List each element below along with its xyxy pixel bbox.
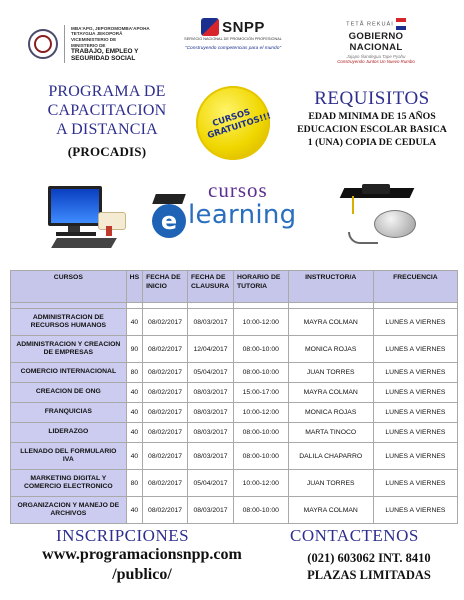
diploma-icon [98,212,126,230]
cell-curso: ORGANIZACION Y MANEJO DE ARCHIVOS [11,497,127,524]
table-row [11,403,458,423]
snpp-logo [178,18,288,68]
keyboard-icon [51,238,117,248]
cell-horario: 08:00-10:00 [233,336,288,363]
cell-frecuencia: LUNES A VIERNES [373,336,457,363]
cell-frecuencia: LUNES A VIERNES [373,443,457,470]
mtess-line: MINISTERIO DE [71,42,106,48]
cell-instructor: MARTA TINOCO [288,423,373,443]
requisitos-block [292,88,452,149]
cell-frecuencia: LUNES A VIERNES [373,309,457,336]
gobierno-logo [322,18,430,68]
table-header-row [11,271,458,303]
col-header-instructor: INSTRUCTOR/A [288,271,373,303]
cell-inicio: 08/02/2017 [143,383,188,403]
col-header-hs: HS [126,271,142,303]
national-seal-icon [28,29,58,59]
cell-clausura: 05/04/2017 [188,470,234,497]
cell-horario: 15:00-17:00 [233,383,288,403]
cell-hs: 40 [126,383,142,403]
e-letter-icon: e [152,204,186,238]
cell-hs: 40 [126,443,142,470]
cell-curso: FRANQUICIAS [11,403,127,423]
cell-curso: LLENADO DEL FORMULARIO IVA [11,443,127,470]
snpp-slogan: "Construyendo competencias para el mundo" [184,46,282,52]
cell-inicio: 08/02/2017 [143,309,188,336]
mtess-line: SEGURIDAD SOCIAL [71,55,136,63]
mtess-line: TRABAJO, EMPLEO Y [71,48,139,56]
cell-curso: LIDERAZGO [11,423,127,443]
table-row [11,336,458,363]
cell-clausura: 05/04/2017 [188,363,234,383]
cell-inicio: 08/02/2017 [143,443,188,470]
website-url[interactable] [22,545,262,585]
cell-inicio: 08/02/2017 [143,470,188,497]
cell-horario: 08:00-10:00 [233,423,288,443]
cell-frecuencia: LUNES A VIERNES [373,497,457,524]
snpp-logo-icon [201,18,219,36]
col-header-horario: HORARIO DE TUTORIA [233,271,288,303]
badge-text: CURSOS GRATUITOS!!! [206,107,273,142]
cell-frecuencia: LUNES A VIERNES [373,470,457,497]
mtess-line: TETAYGUA JEKOPORÃ [71,31,123,37]
cell-instructor: JUAN TORRES [288,363,373,383]
title-line: CAPACITACION [47,102,167,119]
table-row [11,470,458,497]
col-header-frecuencia: FRECUENCIA [373,271,457,303]
contact-info [284,550,454,584]
inscripciones-heading: INSCRIPCIONES [56,526,190,545]
cell-hs: 80 [126,363,142,383]
gobierno-main: GOBIERNO NACIONAL [348,31,404,53]
cell-hs: 80 [126,470,142,497]
mtess-logo [28,22,178,66]
table-row [11,383,458,403]
cell-inicio: 08/02/2017 [143,336,188,363]
col-header-inicio: FECHA DE INICIO [143,271,188,303]
gobierno-sub2: Construyendo Juntos Un Nuevo Rumbo [337,59,415,64]
mouse-cord [348,232,378,244]
table-row [11,309,458,336]
graduation-cap-icon [152,194,186,204]
cell-frecuencia: LUNES A VIERNES [373,383,457,403]
contactenos-heading: CONTACTENOS [290,526,419,545]
snpp-subtitle: SERVICIO NACIONAL DE PROMOCIÓN PROFESIONAL [184,37,282,41]
requisito-item: EDAD MINIMA DE 15 AÑOS [308,111,436,122]
cell-horario: 10:00-12:00 [233,403,288,423]
cell-horario: 08:00-10:00 [233,363,288,383]
cell-clausura: 08/03/2017 [188,443,234,470]
cell-hs: 90 [126,336,142,363]
cell-horario: 10:00-12:00 [233,309,288,336]
title-line: A DISTANCIA [56,121,158,138]
requisitos-heading: REQUISITOS [314,88,430,109]
mtess-line: VICEMINISTERIO DE [71,37,117,42]
flag-icon [396,18,406,30]
table-row [11,363,458,383]
table-row [11,423,458,443]
cell-hs: 40 [126,403,142,423]
cell-instructor: MONICA ROJAS [288,336,373,363]
free-courses-badge [196,86,273,160]
cell-horario: 08:00-10:00 [233,443,288,470]
cell-curso: COMERCIO INTERNACIONAL [11,363,127,383]
cell-curso: ADMINISTRACION DE RECURSOS HUMANOS [11,309,127,336]
website-line: www.programacionsnpp.com [42,546,242,563]
cell-frecuencia: LUNES A VIERNES [373,403,457,423]
elearning-logo [150,180,320,244]
cell-horario: 10:00-12:00 [233,470,288,497]
cell-hs: 40 [126,497,142,524]
snpp-mark [178,18,288,36]
title-line: PROGRAMA DE [48,83,166,100]
cell-clausura: 08/03/2017 [188,383,234,403]
phone-number: (021) 603062 INT. 8410 [307,551,431,565]
logo-divider [64,25,65,63]
cell-curso: ADMINISTRACION Y CREACION DE EMPRESAS [11,336,127,363]
cell-frecuencia: LUNES A VIERNES [373,363,457,383]
cell-hs: 40 [126,423,142,443]
mouse-icon [374,210,416,238]
monitor-base [56,232,96,236]
courses-table [10,270,458,524]
cell-hs: 40 [126,309,142,336]
cell-instructor: MAYRA COLMAN [288,309,373,336]
tassel-icon [352,196,354,214]
cell-inicio: 08/02/2017 [143,403,188,423]
program-title [22,82,192,161]
cell-inicio: 08/02/2017 [143,363,188,383]
cell-instructor: MAYRA COLMAN [288,497,373,524]
snpp-name: SNPP [222,18,265,36]
cell-curso: CREACION DE ONG [11,383,127,403]
cell-frecuencia: LUNES A VIERNES [373,423,457,443]
mtess-text [71,26,150,62]
gobierno-top-text: TETÃ REKUÁI [346,21,394,28]
website-line: /publico/ [112,566,172,583]
cell-instructor: DALILA CHAPARRO [288,443,373,470]
requisito-item: 1 (UNA) COPIA DE CEDULA [307,137,437,148]
cell-horario: 08:00-10:00 [233,497,288,524]
monitor-icon [48,186,102,226]
table-row [11,497,458,524]
elearning-word: learning [188,200,297,230]
title-acronym: (PROCADIS) [67,144,147,159]
cell-clausura: 08/03/2017 [188,403,234,423]
table-row [11,443,458,470]
mtess-line: MBA'APO, JEPOROMOMBA'APOHA [71,25,150,31]
cell-instructor: JUAN TORRES [288,470,373,497]
cell-instructor: MONICA ROJAS [288,403,373,423]
cell-clausura: 08/03/2017 [188,309,234,336]
plazas-limitadas: PLAZAS LIMITADAS [307,568,431,582]
gobierno-top [322,18,430,30]
cell-inicio: 08/02/2017 [143,497,188,524]
cell-clausura: 08/03/2017 [188,423,234,443]
gobierno-sub1: Jajapo Ñandegua Tape Pyahu [346,54,406,59]
col-header-cursos: CURSOS [11,271,127,303]
col-header-clausura: FECHA DE CLAUSURA [188,271,234,303]
elearning-cursos-text: cursos [208,178,268,202]
cell-inicio: 08/02/2017 [143,423,188,443]
cell-clausura: 08/03/2017 [188,497,234,524]
cell-curso: MARKETING DIGITAL Y COMERCIO ELECTRONICO [11,470,127,497]
requisito-item: EDUCACION ESCOLAR BASICA [297,124,447,135]
mortarboard-top [362,184,390,194]
cap-mouse-image [340,180,430,252]
cell-clausura: 12/04/2017 [188,336,234,363]
computer-diploma-image [40,180,128,252]
ribbon-icon [106,226,112,236]
cell-instructor: MAYRA COLMAN [288,383,373,403]
